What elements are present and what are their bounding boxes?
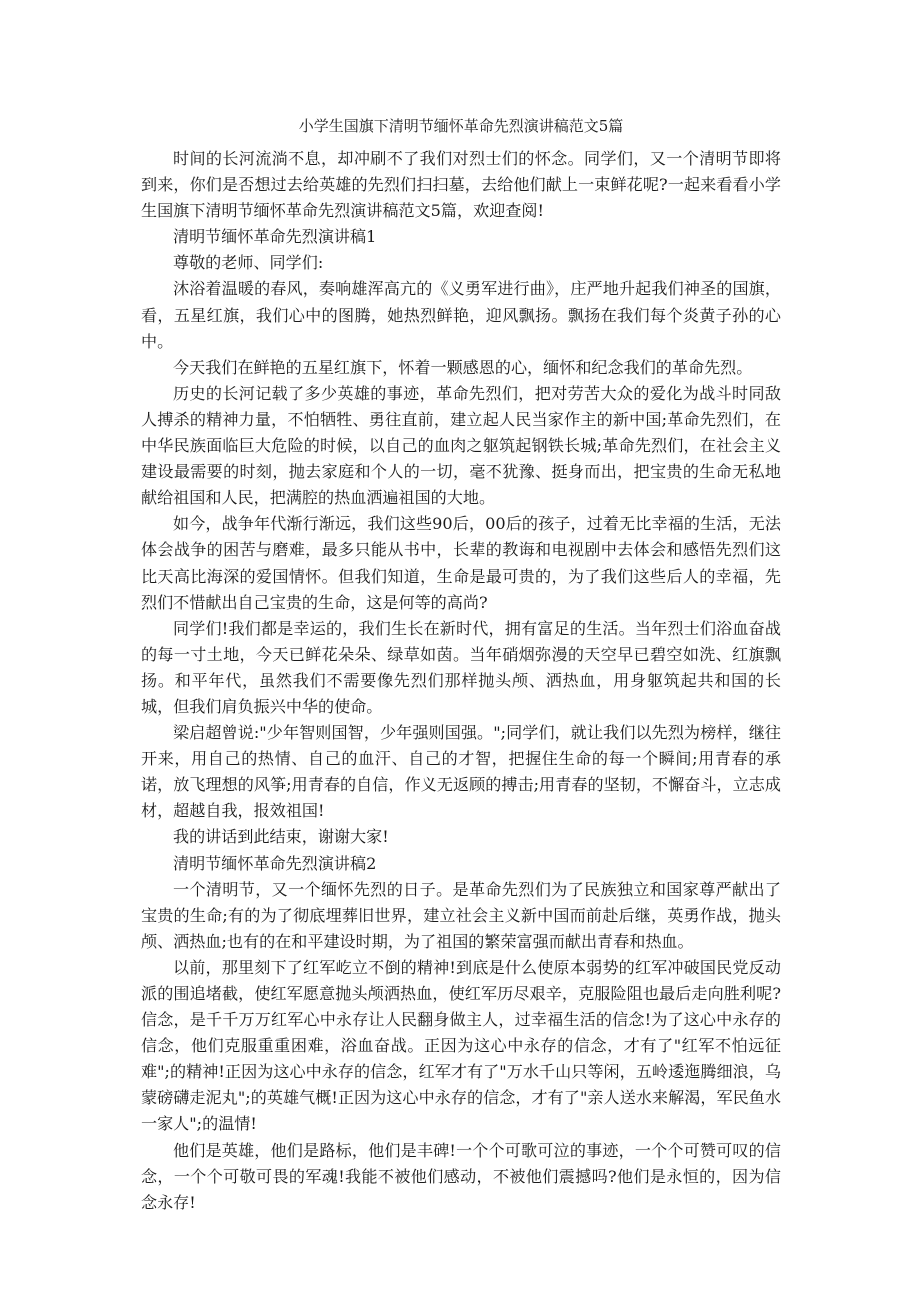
body-paragraph: 历史的长河记载了多少英雄的事迹，革命先烈们，把对劳苦大众的爱化为战斗时同敌人搏杀的精神力量，不怕牺牲、勇往直前，建立起人民当家作主的新中国;革命先烈们，在中华民族面临巨大危险的时候，以自己的血肉之躯筑起钢铁长城;革命先烈们，在社会主义建设最需要的时刻，抛去家庭和个人的一切，毫不犹豫、挺身而出，把宝贵的生命无私地献给祖国和人民，把满腔的热血洒遍祖国的大地。: [141, 383, 781, 508]
body-paragraph: 同学们!我们都是幸运的，我们生长在新时代，拥有富足的生活。当年烈士们浴血奋战的每一寸土地，今天已鲜花朵朵、绿草如茵。当年硝烟弥漫的天空早已碧空如洗、红旗飘扬。和平年代，虽然我们不需要像先烈们那样抛头颅、洒热血，用身躯筑起共和国的长城，但我们肩负振兴中华的使命。: [141, 618, 781, 716]
body-paragraph: 如今，战争年代渐行渐远，我们这些90后，00后的孩子，过着无比幸福的生活，无法体会战争的困苦与磨难，最多只能从书中，长辈的教诲和电视剧中去体会和感悟先烈们这比天高比海深的爱国情怀。但我们知道，生命是最可贵的，为了我们这些后人的幸福，先烈们不惜献出自己宝贵的生命，这是何等的高尚?: [141, 514, 781, 612]
body-paragraph: 今天我们在鲜艳的五星红旗下，怀着一颗感恩的心，缅怀和纪念我们的革命先烈。: [173, 357, 753, 377]
body-paragraph: 以前，那里刻下了红军屹立不倒的精神!到底是什么使原本弱势的红军冲破国民党反动派的围追堵截，使红军愿意抛头颅洒热血，使红军历尽艰辛，克服险阻也最后走向胜利呢?信念，是千千万万红军心中永存让人民翻身做主人，过幸福生活的信念!为了这心中永存的信念，他们克服重重困难，浴血奋战。正因为这心中永存的信念，才有了"红军不怕远征难";的精神!正因为这心中永存的信念，红军才有了"万水千山只等闲，五岭逶迤腾细浪，乌蒙磅礴走泥丸";的英雄气概!正因为这心中永存的信念，才有了"亲人送水来解渴，军民鱼水一家人";的温情!: [141, 957, 781, 1134]
section-heading-speech-1: 清明节缅怀革命先烈演讲稿1: [173, 227, 377, 247]
document-body: [141, 146, 781, 1216]
body-paragraph: 一个清明节，又一个缅怀先烈的日子。是革命先烈们为了民族独立和国家尊严献出了宝贵的生命;有的为了彻底埋葬旧世界，建立社会主义新中国而前赴后继，英勇作战，抛头颅、洒热血;也有的在和平建设时期，为了祖国的繁荣富强而献出青春和热血。: [141, 879, 781, 951]
section-heading-speech-2: 清明节缅怀革命先烈演讲稿2: [173, 853, 377, 873]
intro-paragraph: 时间的长河流淌不息，却冲刷不了我们对烈士们的怀念。同学们，又一个清明节即将到来，你们是否想过去给英雄的先烈们扫扫墓，去给他们献上一束鲜花呢?一起来看看小学生国旗下清明节缅怀革命先烈演讲稿范文5篇，欢迎查阅!: [141, 149, 781, 221]
body-paragraph: 梁启超曾说:"少年智则国智，少年强则国强。";同学们，就让我们以先烈为榜样，继往开来，用自己的热情、自己的血汗、自己的才智，把握住生命的每一个瞬间;用青春的承诺，放飞理想的风筝;用青春的自信，作义无返顾的搏击;用青春的坚韧，不懈奋斗，立志成材，超越自我，报效祖国!: [141, 723, 781, 821]
salutation: 尊敬的老师、同学们:: [173, 253, 324, 273]
body-paragraph: 沐浴着温暖的春风，奏响雄浑高亢的《义勇军进行曲》，庄严地升起我们神圣的国旗，看，五星红旗，我们心中的图腾，她热烈鲜艳，迎风飘扬。飘扬在我们每个炎黄子孙的心中。: [141, 279, 781, 351]
closing-line: 我的讲话到此结束，谢谢大家!: [173, 827, 389, 847]
document-title: 小学生国旗下清明节缅怀革命先烈演讲稿范文5篇: [298, 117, 624, 135]
body-paragraph: 他们是英雄，他们是路标，他们是丰碑!一个个可歌可泣的事迹，一个个可赞可叹的信念，一个个可敬可畏的军魂!我能不被他们感动，不被他们震撼吗?他们是永恒的，因为信念永存!: [141, 1140, 781, 1212]
